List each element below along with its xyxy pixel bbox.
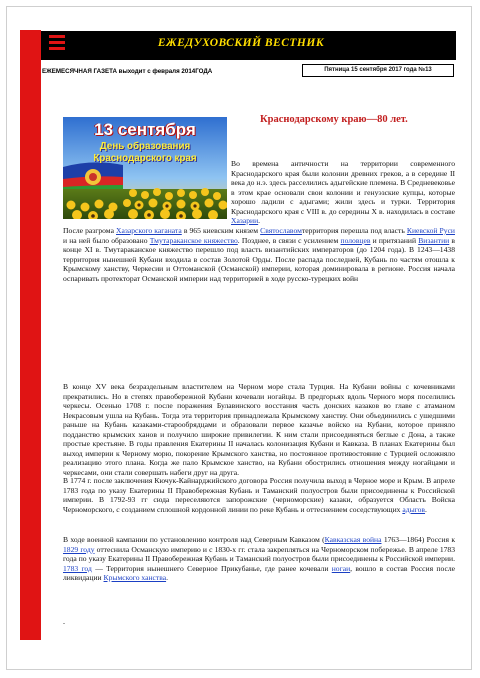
wiki-link[interactable]: 1829 году xyxy=(63,544,95,554)
banner-image xyxy=(63,117,227,219)
wiki-link[interactable]: ногаи xyxy=(331,563,351,573)
left-accent-bar xyxy=(20,30,41,640)
wiki-link[interactable]: Киевской Руси xyxy=(406,226,455,235)
hamburger-menu-icon[interactable] xyxy=(49,35,65,55)
issue-date-box: Пятница 15 сентября 2017 года №13 xyxy=(302,64,454,77)
article-paragraph xyxy=(63,382,455,477)
banner-caption-line2: Краснодарского края xyxy=(93,153,197,164)
wiki-link[interactable]: 1783 год xyxy=(63,563,92,573)
newspaper-title: ЕЖЕДУХОВСКИЙ ВЕСТНИК xyxy=(157,37,325,49)
wiki-link[interactable]: половцев xyxy=(340,235,371,245)
trailing-dot: . xyxy=(63,617,65,626)
paragraph-text: После разгрома xyxy=(63,226,117,235)
wiki-link[interactable]: Кавказская война xyxy=(324,535,382,544)
wiki-link[interactable]: Крымского ханства xyxy=(103,573,167,582)
paragraph-text: территория перешла под власть xyxy=(301,226,407,235)
paragraph-text: в 965 киевским князем xyxy=(181,226,261,235)
paragraph-text: и притязаний xyxy=(370,235,419,245)
paragraph-text: В ходе военной кампании по установлению контроля над Северным Кавказом ( xyxy=(63,535,325,544)
masthead xyxy=(41,31,456,60)
paragraph-text: . xyxy=(166,573,168,582)
paragraph-text: Во времена античности на территории современного Краснодарского края были колонии древних греков, а в середине II века до н.э. здесь расселились адыгейские племена. В Средневековье в этом крае основали свои колонии и генуэзские купцы, которые хорошо ладили с адыгами; жили здесь и турки. Территория Краснодарского края с VIII в. до середины X в. находилась в составе xyxy=(231,159,455,216)
paragraph-text: В конце XV века безраздельным властителем на Черном море стала Турция. На Кубани войны с кочевниками прекратились. Но в степях правобережной Кубани кочевали ногайцы. В предгорьях вдоль Черного моря поселились черкесы. Осенью 1708 г. после поражения Булавинского восстания часть донских казаков во главе с атаманом Некрасовым ушла на Кубань. Тогда эта территория принадлежала Крымскому ханству. Они объединились с ушедшими раньше на Кубань казаками-старообрядцами и образовали первое казачье войско на Кубани, которое приняло подданство крымских ханов и получило широкие привилегии. К ним стали присоединяться беглые с Дона, а также простые крестьяне. В годы правления Екатерины II началась колонизация Кубани и Кавказа. В планах Екатерины был выход империи к Черному морю, покорение Крымского ханства, но постоянное противостояние с Турцией осложняло реализацию этого плана. Когда же пало Крымское ханство, на Кубани обострились отношения между ногайцами и черкесами, они стали совершать набеги друг на друга. xyxy=(63,382,455,477)
article-paragraph xyxy=(231,159,455,226)
wiki-link[interactable]: Византии xyxy=(418,235,450,245)
paragraph-text: . xyxy=(258,216,261,225)
publication-subline: ЕЖЕМЕСЯЧНАЯ ГАЗЕТА выходит с февраля 2014ГОДА xyxy=(42,68,213,75)
paragraph-text: , вошло в состав Россия после ликвидации xyxy=(63,563,455,582)
paragraph-text: оттеснила Османскую империю и с 1830-х гг. стала закрепляться на Черноморском побережье. В апреле 1783 года по указу Екатерины II Правобережная Кубань и Таманский полуостров были присоединены к Российской империи. xyxy=(63,544,456,563)
banner-caption-line1: День образования xyxy=(99,141,191,152)
wiki-link[interactable]: Святославом xyxy=(260,226,302,235)
paragraph-text: В 1774 г. после заключения Кючук-Кайнарджийского договора Россия получила выход в Черное море и Крым. В апреле 1783 года по указу Екатерины II Правобережная Кубань и Таманский полуостров были присоединены к Российской империи. В 1792-93 гг сюда переселяются запорожские (черноморские) казаки, образуется Область Войска Черноморского, с созданием сплошной кордонной линии по реке Кубань и оттеснением соседствующих xyxy=(63,476,455,514)
article-paragraph xyxy=(63,535,455,583)
wiki-link[interactable]: адыгов xyxy=(402,504,426,514)
article-paragraph xyxy=(63,226,455,283)
paragraph-text: и на ней было образовано xyxy=(63,235,150,245)
paragraph-text: — Территория нынешнего Северное Прикубанье, где ранее кочевали xyxy=(91,563,332,573)
banner-date-text: 13 сентября xyxy=(94,120,196,139)
paragraph-text: 1763—1864) Россия к xyxy=(381,535,456,544)
paragraph-text: в конце XI в. Тмутараканское княжество перешло под власть византийских императоров (до 1204 года). В 1243—1438 территория нынешней Кубани входила в состав Золотой Орды. После распада последней, Кубань по частям отошла к Крымскому ханству, Черкесии и Оттоманской (Османской) империи, которая доминировала в регионе. Россия начала оспаривать протекторат Османской империи над территорией в ходе русско-турецких войн xyxy=(63,235,456,283)
wiki-link[interactable]: Хазарского каганата xyxy=(116,226,182,235)
article-title: Краснодарскому краю—80 лет. xyxy=(260,114,408,125)
paragraph-text: . xyxy=(425,504,427,514)
article-paragraph xyxy=(63,476,455,514)
wiki-link[interactable]: Хазарии xyxy=(231,216,259,225)
paragraph-text: . Позднее, в связи с усилением xyxy=(237,235,341,245)
wiki-link[interactable]: Тмутараканское княжество xyxy=(149,235,238,245)
